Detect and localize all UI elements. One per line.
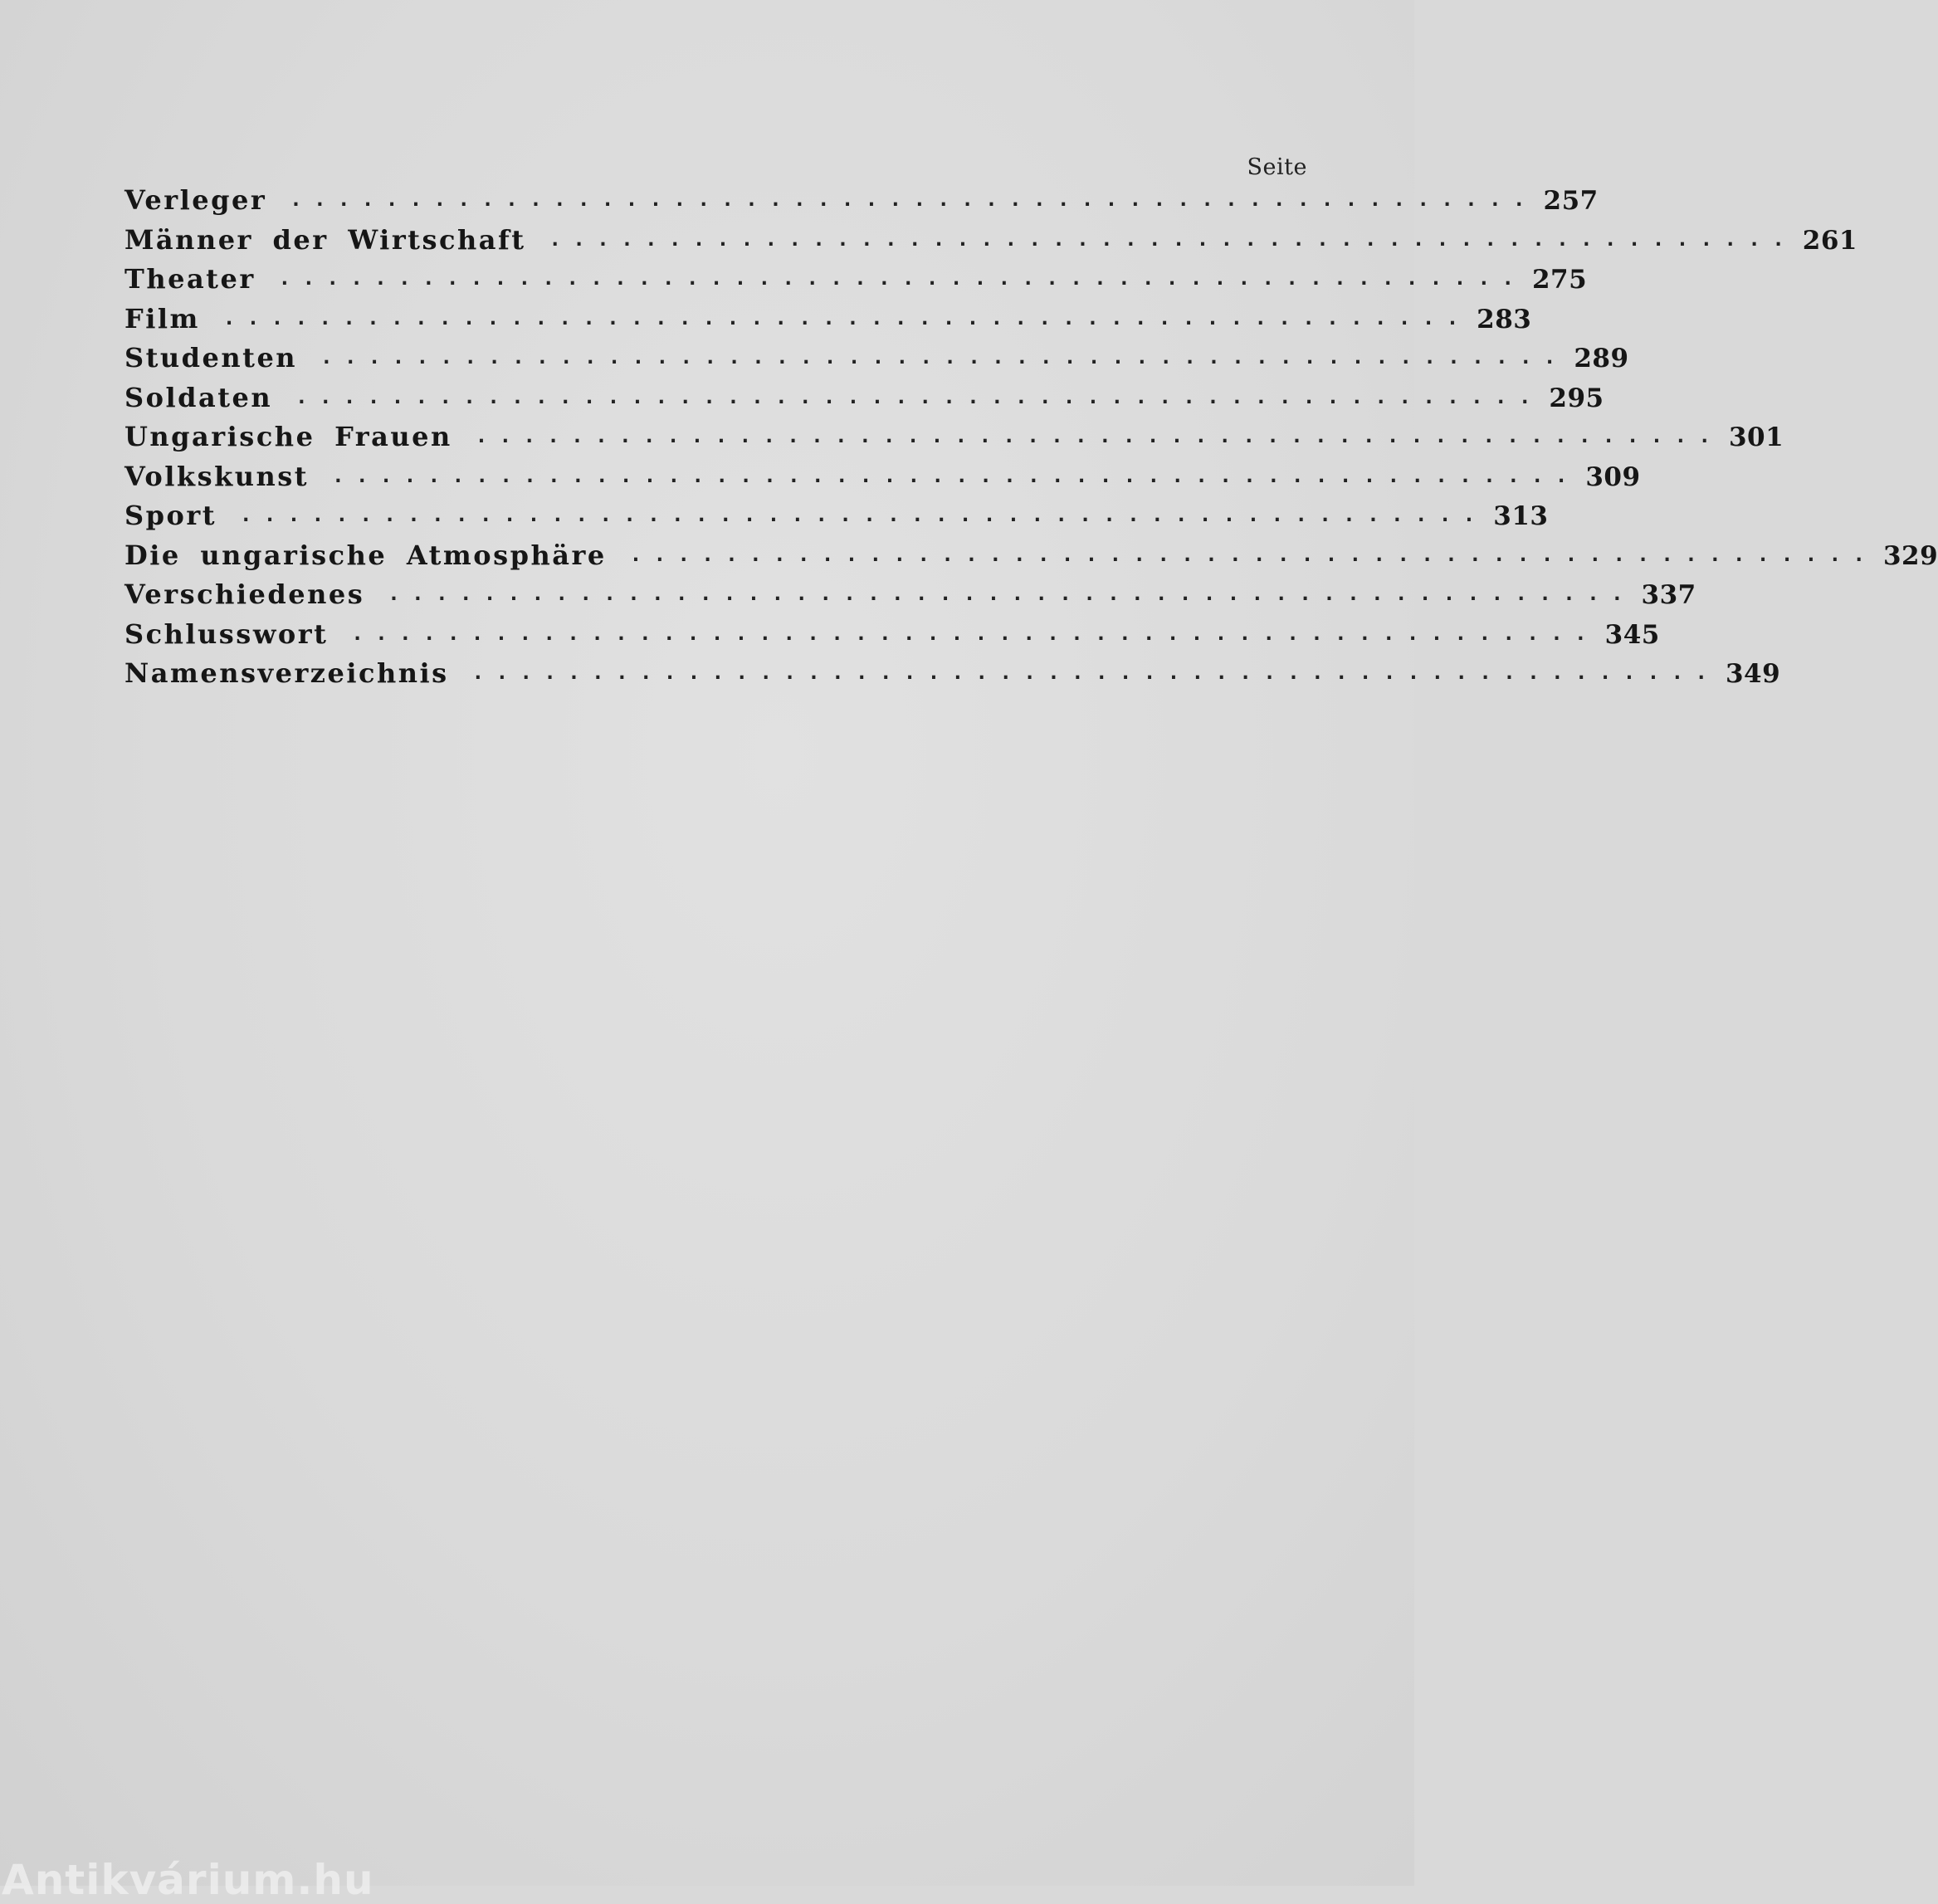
toc-entry-title: Soldaten: [124, 381, 273, 413]
toc-entry: [124, 300, 1532, 339]
toc-entry-title: Verleger: [124, 184, 267, 216]
toc-entry: [124, 496, 1549, 536]
watermark: Antikvárium.hu: [2, 1856, 374, 1904]
dot-leader: . . . . . . . . . . . . . . . . . . . . . . . . . . . . . . . . . . . . . . . . . . . . . . . . . . . .: [471, 661, 1707, 684]
toc-entry-page-number: 309: [1585, 461, 1641, 492]
dot-leader: . . . . . . . . . . . . . . . . . . . . . . . . . . . . . . . . . . . . . . . . . . . . . . . . . . . .: [629, 542, 1865, 566]
toc-list: [124, 181, 1938, 694]
toc-entry-page-number: 275: [1531, 265, 1588, 295]
toc-entry: [124, 378, 1604, 418]
toc-entry-page-number: 349: [1725, 659, 1781, 689]
toc-entry-page-number: 329: [1882, 540, 1938, 571]
dot-leader: . . . . . . . . . . . . . . . . . . . . . . . . . . . . . . . . . . . . . . . . . . . . . . . . . . . .: [475, 424, 1711, 447]
toc-entry: [124, 221, 1857, 261]
toc-entry-title: Studenten: [124, 342, 298, 373]
toc-entry-title: Schlusswort: [124, 618, 329, 650]
toc-entry-title: Ungarische Frauen: [124, 421, 452, 452]
toc-entry-page-number: 257: [1543, 186, 1599, 216]
dot-leader: . . . . . . . . . . . . . . . . . . . . . . . . . . . . . . . . . . . . . . . . . . . . . . . . . . . .: [320, 345, 1556, 369]
toc-entry: [124, 457, 1641, 497]
toc-entry-title: Männer der Wirtschaft: [124, 223, 526, 256]
dot-leader: . . . . . . . . . . . . . . . . . . . . . . . . . . . . . . . . . . . . . . . . . . . . . . . . . . . .: [295, 384, 1531, 408]
toc-entry-page-number: 289: [1574, 344, 1629, 373]
toc-entry-page-number: 283: [1477, 304, 1532, 334]
toc-entry-page-number: 345: [1604, 619, 1660, 650]
toc-entry-title: Volkskunst: [124, 460, 310, 492]
toc-entry-title: Die ungarische Atmosphäre: [124, 539, 607, 571]
toc-entry: [124, 339, 1629, 378]
toc-entry-title: Film: [124, 302, 200, 334]
toc-entry-page-number: 301: [1728, 422, 1784, 452]
dot-leader: . . . . . . . . . . . . . . . . . . . . . . . . . . . . . . . . . . . . . . . . . . . . . . . . . . . .: [332, 463, 1568, 487]
toc-entry-page-number: 261: [1802, 225, 1857, 256]
toc-entry: [124, 260, 1588, 300]
dot-leader: . . . . . . . . . . . . . . . . . . . . . . . . . . . . . . . . . . . . . . . . . . . . . . . . . . . .: [239, 503, 1476, 526]
toc-entry: [124, 615, 1660, 655]
toc-entry-title: Namensverzeichnis: [124, 657, 449, 689]
toc-entry-page-number: 295: [1549, 383, 1604, 413]
dot-leader: . . . . . . . . . . . . . . . . . . . . . . . . . . . . . . . . . . . . . . . . . . . . . . . . . . . .: [278, 266, 1514, 290]
toc-entry: [124, 575, 1696, 615]
dot-leader: . . . . . . . . . . . . . . . . . . . . . . . . . . . . . . . . . . . . . . . . . . . . . . . . . . . .: [388, 582, 1623, 605]
toc-entry: [124, 417, 1784, 457]
toc-entry: [124, 181, 1599, 221]
toc-entry-page-number: 313: [1493, 501, 1549, 531]
page-column-header: Seite: [1247, 154, 1307, 180]
toc-entry-title: Sport: [124, 500, 217, 531]
dot-leader: . . . . . . . . . . . . . . . . . . . . . . . . . . . . . . . . . . . . . . . . . . . . . . . . . . . .: [222, 305, 1459, 330]
toc-entry: [124, 654, 1781, 694]
dot-leader: . . . . . . . . . . . . . . . . . . . . . . . . . . . . . . . . . . . . . . . . . . . . . . . . . . . .: [290, 188, 1526, 211]
toc-entry: [124, 536, 1938, 576]
dot-leader: . . . . . . . . . . . . . . . . . . . . . . . . . . . . . . . . . . . . . . . . . . . . . . . . . . . .: [351, 621, 1587, 645]
toc-entry-page-number: 337: [1641, 580, 1696, 610]
toc-entry-title: Theater: [124, 263, 256, 295]
toc-entry-title: Verschiedenes: [124, 579, 365, 610]
dot-leader: . . . . . . . . . . . . . . . . . . . . . . . . . . . . . . . . . . . . . . . . . . . . . . . . . . . .: [549, 227, 1784, 251]
